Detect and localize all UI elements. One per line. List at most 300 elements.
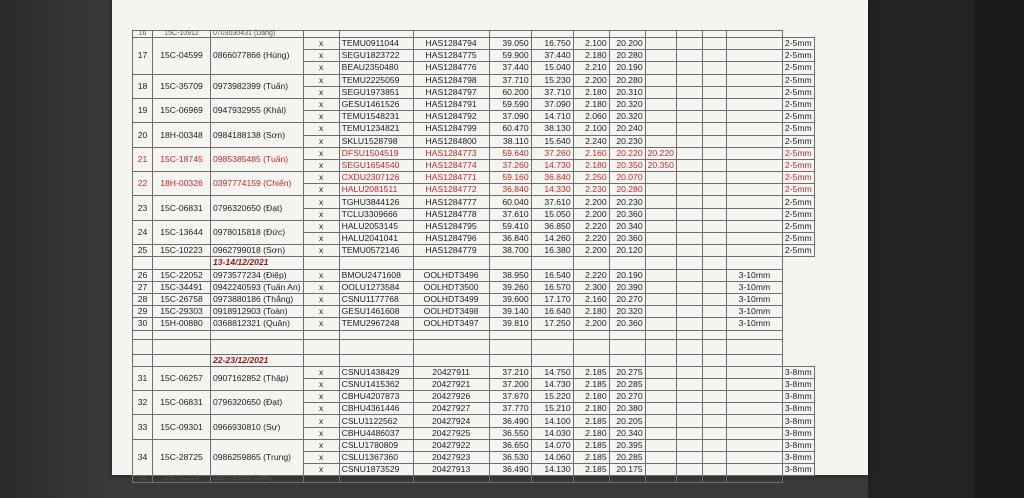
size-cell[interactable]: 2-5mm <box>782 111 814 123</box>
seal-cell[interactable]: OOLHDT3497 <box>413 318 489 330</box>
mark-cell[interactable]: x <box>303 281 339 293</box>
size-cell[interactable]: 3-8mm <box>782 464 814 476</box>
mark-cell[interactable]: x <box>303 391 339 403</box>
row-number-cell[interactable]: 22 <box>133 172 153 196</box>
empty-cell[interactable] <box>726 330 782 339</box>
weight-vo-cell[interactable]: 2.180 <box>573 391 609 403</box>
weight-tare-cell[interactable]: 15.220 <box>531 391 573 403</box>
weight-gross-cell[interactable]: 37.610 <box>489 208 531 220</box>
empty-cell[interactable] <box>645 330 676 339</box>
weight-gross-cell[interactable]: 36.490 <box>489 464 531 476</box>
seal-cell[interactable]: HAS1284773 <box>413 147 489 159</box>
empty-cell[interactable] <box>702 281 726 293</box>
weight-gross-cell[interactable]: 38.700 <box>489 245 531 257</box>
seal-cell[interactable]: HAS1284791 <box>413 98 489 110</box>
weight-check-cell[interactable] <box>645 62 676 74</box>
weight-gross-cell[interactable]: 38.950 <box>489 269 531 281</box>
empty-cell[interactable] <box>676 439 702 451</box>
empty-cell[interactable] <box>609 257 645 269</box>
row-number-cell[interactable]: 20 <box>133 123 153 147</box>
weight-check-cell[interactable] <box>645 427 676 439</box>
mark-cell[interactable]: x <box>303 98 339 110</box>
empty-cell[interactable] <box>211 339 304 354</box>
container-cell[interactable]: CSNU1415362 <box>339 378 413 390</box>
mark-cell[interactable]: x <box>303 403 339 415</box>
weight-net-cell[interactable]: 20.390 <box>609 281 645 293</box>
mark-cell[interactable]: x <box>303 245 339 257</box>
empty-cell[interactable] <box>726 62 782 74</box>
mark-cell[interactable]: x <box>303 208 339 220</box>
weight-gross-cell[interactable]: 37.670 <box>489 391 531 403</box>
empty-cell[interactable] <box>702 172 726 184</box>
empty-cell[interactable] <box>676 135 702 147</box>
weight-net-cell[interactable]: 20.320 <box>609 306 645 318</box>
empty-cell[interactable] <box>676 306 702 318</box>
empty-cell[interactable] <box>676 50 702 62</box>
weight-vo-cell[interactable]: 2.180 <box>573 306 609 318</box>
size-cell[interactable]: 2-5mm <box>782 135 814 147</box>
mark-cell[interactable]: x <box>303 318 339 330</box>
weight-vo-cell[interactable]: 2.185 <box>573 439 609 451</box>
row-number-cell[interactable]: 25 <box>133 245 153 257</box>
container-cell[interactable]: CBHU4486037 <box>339 427 413 439</box>
mark-cell[interactable]: x <box>303 366 339 378</box>
empty-cell[interactable] <box>702 452 726 464</box>
empty-cell[interactable] <box>726 86 782 98</box>
empty-cell[interactable] <box>702 220 726 232</box>
empty-cell[interactable] <box>531 257 573 269</box>
seal-cell[interactable]: HAS1284775 <box>413 50 489 62</box>
mark-cell[interactable]: x <box>303 50 339 62</box>
seal-cell[interactable]: 20427923 <box>413 452 489 464</box>
plate-cell[interactable]: 15C-34491 <box>153 281 211 293</box>
mark-cell[interactable]: x <box>303 86 339 98</box>
empty-cell[interactable] <box>702 31 726 38</box>
weight-gross-cell[interactable]: 36.490 <box>489 415 531 427</box>
empty-cell[interactable] <box>726 245 782 257</box>
empty-cell[interactable] <box>702 318 726 330</box>
weight-net-cell[interactable]: 20.190 <box>609 269 645 281</box>
empty-cell[interactable] <box>726 135 782 147</box>
empty-cell[interactable] <box>133 354 153 366</box>
weight-gross-cell[interactable]: 36.530 <box>489 452 531 464</box>
empty-cell[interactable] <box>726 476 782 483</box>
row-number-cell[interactable]: 26 <box>133 269 153 281</box>
empty-cell[interactable] <box>726 38 782 50</box>
empty-cell[interactable] <box>702 233 726 245</box>
container-cell[interactable]: CSNU1177768 <box>339 293 413 305</box>
weight-check-cell[interactable]: 20.350 <box>645 159 676 171</box>
weight-gross-cell[interactable]: 59.640 <box>489 147 531 159</box>
weight-tare-cell[interactable]: 15.640 <box>531 135 573 147</box>
empty-cell[interactable] <box>726 123 782 135</box>
size-cell[interactable]: 3-10mm <box>726 293 782 305</box>
driver-cell[interactable]: 0986259865 (Trung) <box>211 439 304 476</box>
mark-cell[interactable]: x <box>303 159 339 171</box>
empty-cell[interactable] <box>413 339 489 354</box>
weight-check-cell[interactable] <box>645 245 676 257</box>
row-number-cell[interactable]: 32 <box>133 391 153 415</box>
driver-cell[interactable]: 0907162852 (Thập) <box>211 366 304 390</box>
empty-cell[interactable] <box>702 135 726 147</box>
mark-cell[interactable]: x <box>303 464 339 476</box>
empty-cell[interactable] <box>702 98 726 110</box>
weight-net-cell[interactable]: 20.175 <box>609 464 645 476</box>
container-cell[interactable]: BEAU2350480 <box>339 62 413 74</box>
weight-net-cell[interactable]: 20.230 <box>609 135 645 147</box>
seal-cell[interactable]: OOLHDT3496 <box>413 269 489 281</box>
weight-check-cell[interactable] <box>645 452 676 464</box>
empty-cell[interactable] <box>676 196 702 208</box>
driver-cell[interactable]: 0703030431 (Dang) <box>211 31 304 38</box>
empty-cell[interactable] <box>676 184 702 196</box>
empty-cell[interactable] <box>303 330 339 339</box>
mark-cell[interactable]: x <box>303 233 339 245</box>
driver-cell[interactable]: 0918912903 (Toàn) <box>211 306 304 318</box>
weight-vo-cell[interactable]: 2.180 <box>573 50 609 62</box>
driver-cell[interactable]: 0368812321 (Quân) <box>211 318 304 330</box>
size-cell[interactable]: 2-5mm <box>782 62 814 74</box>
weight-tare-cell[interactable]: 14.710 <box>531 111 573 123</box>
mark-cell[interactable]: x <box>303 378 339 390</box>
empty-cell[interactable] <box>676 339 702 354</box>
weight-net-cell[interactable]: 20.070 <box>609 172 645 184</box>
empty-cell[interactable] <box>645 306 676 318</box>
container-cell[interactable]: TGHU3844126 <box>339 196 413 208</box>
weight-check-cell[interactable] <box>645 366 676 378</box>
empty-cell[interactable] <box>609 339 645 354</box>
empty-cell[interactable] <box>531 339 573 354</box>
container-cell[interactable]: CXDU2307126 <box>339 172 413 184</box>
weight-vo-cell[interactable]: 2.230 <box>573 184 609 196</box>
weight-check-cell[interactable] <box>645 415 676 427</box>
empty-cell[interactable] <box>676 74 702 86</box>
empty-cell[interactable] <box>339 354 413 366</box>
weight-tare-cell[interactable]: 37.090 <box>531 98 573 110</box>
empty-cell[interactable] <box>726 208 782 220</box>
weight-net-cell[interactable]: 20.280 <box>609 184 645 196</box>
row-number-cell[interactable]: 18 <box>133 74 153 98</box>
row-number-cell[interactable]: 34 <box>133 439 153 476</box>
container-cell[interactable]: TEMU1234821 <box>339 123 413 135</box>
plate-cell[interactable]: 15C-13644 <box>153 220 211 244</box>
weight-check-cell[interactable] <box>645 378 676 390</box>
weight-net-cell[interactable]: 20.340 <box>609 220 645 232</box>
seal-cell[interactable]: HAS1284794 <box>413 38 489 50</box>
weight-check-cell[interactable] <box>645 50 676 62</box>
empty-cell[interactable] <box>726 220 782 232</box>
weight-tare-cell[interactable]: 38.130 <box>531 123 573 135</box>
weight-tare-cell[interactable]: 14.070 <box>531 439 573 451</box>
weight-vo-cell[interactable]: 2.220 <box>573 220 609 232</box>
seal-cell[interactable]: HAS1284797 <box>413 86 489 98</box>
weight-tare-cell[interactable]: 14.260 <box>531 233 573 245</box>
plate-cell[interactable]: 15C-04599 <box>153 38 211 75</box>
mark-cell[interactable]: x <box>303 415 339 427</box>
empty-cell[interactable] <box>676 245 702 257</box>
plate-cell[interactable]: 15C-06831 <box>153 391 211 415</box>
empty-cell[interactable] <box>645 257 676 269</box>
empty-cell[interactable] <box>676 427 702 439</box>
seal-cell[interactable]: OOLHDT3499 <box>413 293 489 305</box>
empty-cell[interactable] <box>726 50 782 62</box>
mark-cell[interactable]: x <box>303 427 339 439</box>
empty-cell[interactable] <box>702 391 726 403</box>
empty-cell[interactable] <box>702 147 726 159</box>
plate-cell[interactable]: 15C-06969 <box>153 98 211 122</box>
empty-cell[interactable] <box>726 464 782 476</box>
empty-cell[interactable] <box>726 184 782 196</box>
weight-vo-cell[interactable]: 2.185 <box>573 378 609 390</box>
plate-cell[interactable]: 15H-00880 <box>153 318 211 330</box>
weight-vo-cell[interactable]: 2.185 <box>573 415 609 427</box>
weight-net-cell[interactable]: 20.380 <box>609 403 645 415</box>
weight-gross-cell[interactable]: 60.200 <box>489 86 531 98</box>
empty-cell[interactable] <box>609 31 645 38</box>
weight-vo-cell[interactable]: 2.185 <box>573 464 609 476</box>
empty-cell[interactable] <box>676 476 702 483</box>
empty-cell[interactable] <box>413 330 489 339</box>
row-number-cell[interactable]: 30 <box>133 318 153 330</box>
weight-tare-cell[interactable]: 15.040 <box>531 62 573 74</box>
empty-cell[interactable] <box>489 257 531 269</box>
empty-cell[interactable] <box>726 257 782 269</box>
seal-cell[interactable]: HAS1284799 <box>413 123 489 135</box>
mark-cell[interactable]: x <box>303 111 339 123</box>
weight-vo-cell[interactable]: 2.160 <box>573 293 609 305</box>
weight-vo-cell[interactable]: 2.210 <box>573 62 609 74</box>
weight-gross-cell[interactable]: 59.590 <box>489 98 531 110</box>
weight-check-cell[interactable] <box>645 208 676 220</box>
weight-check-cell[interactable] <box>645 172 676 184</box>
empty-cell[interactable] <box>645 339 676 354</box>
empty-cell[interactable] <box>676 159 702 171</box>
row-number-cell[interactable]: 27 <box>133 281 153 293</box>
weight-net-cell[interactable]: 20.190 <box>609 62 645 74</box>
seal-cell[interactable]: OOLHDT3498 <box>413 306 489 318</box>
weight-tare-cell[interactable]: 16.750 <box>531 38 573 50</box>
container-cell[interactable]: CSLU1367360 <box>339 452 413 464</box>
weight-tare-cell[interactable]: 16.570 <box>531 281 573 293</box>
empty-cell[interactable] <box>413 476 489 483</box>
container-cell[interactable]: OOLU1273584 <box>339 281 413 293</box>
empty-cell[interactable] <box>726 378 782 390</box>
empty-cell[interactable] <box>702 208 726 220</box>
empty-cell[interactable] <box>676 220 702 232</box>
empty-cell[interactable] <box>153 354 211 366</box>
seal-cell[interactable]: HAS1284777 <box>413 196 489 208</box>
weight-vo-cell[interactable]: 2.100 <box>573 123 609 135</box>
empty-cell[interactable] <box>573 330 609 339</box>
container-cell[interactable]: SEGU1654540 <box>339 159 413 171</box>
empty-cell[interactable] <box>726 31 782 38</box>
empty-cell[interactable] <box>676 31 702 38</box>
size-cell[interactable]: 2-5mm <box>782 147 814 159</box>
empty-cell[interactable] <box>702 427 726 439</box>
empty-cell[interactable] <box>676 452 702 464</box>
empty-cell[interactable] <box>676 330 702 339</box>
weight-gross-cell[interactable]: 36.550 <box>489 427 531 439</box>
weight-check-cell[interactable] <box>645 464 676 476</box>
empty-cell[interactable] <box>676 391 702 403</box>
empty-cell[interactable] <box>573 257 609 269</box>
empty-cell[interactable] <box>153 257 211 269</box>
weight-check-cell[interactable] <box>645 74 676 86</box>
empty-cell[interactable] <box>702 50 726 62</box>
size-cell[interactable]: 2-5mm <box>782 38 814 50</box>
weight-tare-cell[interactable]: 37.610 <box>531 196 573 208</box>
size-cell[interactable]: 2-5mm <box>782 208 814 220</box>
weight-vo-cell[interactable]: 2.060 <box>573 111 609 123</box>
weight-check-cell[interactable] <box>645 98 676 110</box>
empty-cell[interactable] <box>303 354 339 366</box>
weight-gross-cell[interactable]: 39.260 <box>489 281 531 293</box>
empty-cell[interactable] <box>645 354 676 366</box>
weight-check-cell[interactable] <box>645 111 676 123</box>
weight-net-cell[interactable]: 20.280 <box>609 74 645 86</box>
plate-cell[interactable]: 15C-35709 <box>153 74 211 98</box>
empty-cell[interactable] <box>339 330 413 339</box>
weight-vo-cell[interactable]: 2.240 <box>573 135 609 147</box>
empty-cell[interactable] <box>726 391 782 403</box>
empty-cell[interactable] <box>676 257 702 269</box>
empty-cell[interactable] <box>609 330 645 339</box>
empty-cell[interactable] <box>702 111 726 123</box>
weight-net-cell[interactable]: 20.340 <box>609 427 645 439</box>
weight-vo-cell[interactable]: 2.200 <box>573 196 609 208</box>
row-number-cell[interactable]: 23 <box>133 196 153 220</box>
driver-cell[interactable]: 0942240593 (Tuấn An) <box>211 281 304 293</box>
empty-cell[interactable] <box>676 86 702 98</box>
weight-net-cell[interactable]: 20.360 <box>609 318 645 330</box>
seal-cell[interactable]: HAS1284779 <box>413 245 489 257</box>
empty-cell[interactable] <box>489 476 531 483</box>
weight-tare-cell[interactable]: 14.030 <box>531 427 573 439</box>
empty-cell[interactable] <box>609 354 645 366</box>
weight-tare-cell[interactable]: 15.050 <box>531 208 573 220</box>
weight-gross-cell[interactable]: 59.410 <box>489 220 531 232</box>
weight-check-cell[interactable] <box>645 184 676 196</box>
driver-cell[interactable]: 0962799018 (Sơn) <box>211 245 304 257</box>
seal-cell[interactable]: 20427925 <box>413 427 489 439</box>
empty-cell[interactable] <box>726 74 782 86</box>
empty-cell[interactable] <box>702 86 726 98</box>
container-cell[interactable]: TEMU0911044 <box>339 38 413 50</box>
mark-cell[interactable]: x <box>303 74 339 86</box>
weight-net-cell[interactable]: 20.310 <box>609 86 645 98</box>
container-cell[interactable]: CSNU1873529 <box>339 464 413 476</box>
empty-cell[interactable] <box>726 452 782 464</box>
weight-gross-cell[interactable]: 39.600 <box>489 293 531 305</box>
driver-cell[interactable]: 0973577234 (Điệp) <box>211 269 304 281</box>
plate-cell[interactable]: 15C-28725 <box>153 439 211 476</box>
container-cell[interactable]: BMOU2471608 <box>339 269 413 281</box>
driver-cell[interactable]: 0973982399 (Tuấn) <box>211 74 304 98</box>
empty-cell[interactable] <box>726 111 782 123</box>
empty-cell[interactable] <box>645 293 676 305</box>
weight-tare-cell[interactable]: 14.060 <box>531 452 573 464</box>
plate-cell[interactable]: 15C-22052 <box>153 269 211 281</box>
weight-net-cell[interactable]: 20.275 <box>609 366 645 378</box>
mark-cell[interactable]: x <box>303 62 339 74</box>
weight-net-cell[interactable]: 20.360 <box>609 233 645 245</box>
seal-cell[interactable]: HAS1284798 <box>413 74 489 86</box>
size-cell[interactable]: 2-5mm <box>782 50 814 62</box>
container-cell[interactable]: CBHU4361446 <box>339 403 413 415</box>
container-cell[interactable]: CBHU4207873 <box>339 391 413 403</box>
empty-cell[interactable] <box>133 257 153 269</box>
weight-gross-cell[interactable]: 59.160 <box>489 172 531 184</box>
weight-gross-cell[interactable]: 37.710 <box>489 74 531 86</box>
weight-gross-cell[interactable]: 37.770 <box>489 403 531 415</box>
weight-tare-cell[interactable]: 14.730 <box>531 378 573 390</box>
row-number-cell[interactable]: 29 <box>133 306 153 318</box>
weight-gross-cell[interactable]: 36.650 <box>489 439 531 451</box>
date-header-cell[interactable]: 13-14/12/2021 <box>211 257 304 269</box>
size-cell[interactable]: 2-5mm <box>782 196 814 208</box>
empty-cell[interactable] <box>573 354 609 366</box>
empty-cell[interactable] <box>726 403 782 415</box>
container-cell[interactable]: TEMU2967248 <box>339 318 413 330</box>
empty-cell[interactable] <box>645 476 676 483</box>
row-number-cell[interactable]: 28 <box>133 293 153 305</box>
size-cell[interactable]: 3-8mm <box>782 452 814 464</box>
empty-cell[interactable] <box>676 98 702 110</box>
plate-cell[interactable]: 15C-10223 <box>153 245 211 257</box>
mark-cell[interactable]: x <box>303 293 339 305</box>
weight-vo-cell[interactable]: 2.160 <box>573 147 609 159</box>
plate-cell[interactable]: 15C-26758 <box>153 293 211 305</box>
mark-cell[interactable]: x <box>303 172 339 184</box>
empty-cell[interactable] <box>413 354 489 366</box>
container-cell[interactable]: SEGU1823722 <box>339 50 413 62</box>
empty-cell[interactable] <box>573 31 609 38</box>
weight-net-cell[interactable]: 20.120 <box>609 245 645 257</box>
weight-net-cell[interactable]: 20.205 <box>609 415 645 427</box>
mark-cell[interactable]: x <box>303 184 339 196</box>
empty-cell[interactable] <box>303 339 339 354</box>
empty-cell[interactable] <box>676 415 702 427</box>
plate-cell[interactable]: 15C-10223 <box>153 476 211 483</box>
container-cell[interactable]: TEMU1548231 <box>339 111 413 123</box>
weight-gross-cell[interactable]: 38.110 <box>489 135 531 147</box>
weight-gross-cell[interactable]: 39.140 <box>489 306 531 318</box>
weight-check-cell[interactable]: 20.220 <box>645 147 676 159</box>
empty-cell[interactable] <box>303 257 339 269</box>
empty-cell[interactable] <box>702 184 726 196</box>
empty-cell[interactable] <box>726 172 782 184</box>
plate-cell[interactable]: 15C-10912 <box>153 31 211 38</box>
container-cell[interactable]: CSLU1780809 <box>339 439 413 451</box>
empty-cell[interactable] <box>609 476 645 483</box>
empty-cell[interactable] <box>702 354 726 366</box>
weight-check-cell[interactable] <box>645 391 676 403</box>
empty-cell[interactable] <box>702 196 726 208</box>
weight-vo-cell[interactable]: 2.180 <box>573 427 609 439</box>
empty-cell[interactable] <box>702 257 726 269</box>
weight-tare-cell[interactable]: 14.730 <box>531 159 573 171</box>
empty-cell[interactable] <box>676 318 702 330</box>
empty-cell[interactable] <box>702 74 726 86</box>
empty-cell[interactable] <box>339 31 413 38</box>
weight-net-cell[interactable]: 20.320 <box>609 98 645 110</box>
empty-cell[interactable] <box>702 378 726 390</box>
mark-cell[interactable]: x <box>303 439 339 451</box>
empty-cell[interactable] <box>489 31 531 38</box>
mark-cell[interactable]: x <box>303 147 339 159</box>
container-cell[interactable]: TCLU3309666 <box>339 208 413 220</box>
weight-vo-cell[interactable]: 2.180 <box>573 403 609 415</box>
